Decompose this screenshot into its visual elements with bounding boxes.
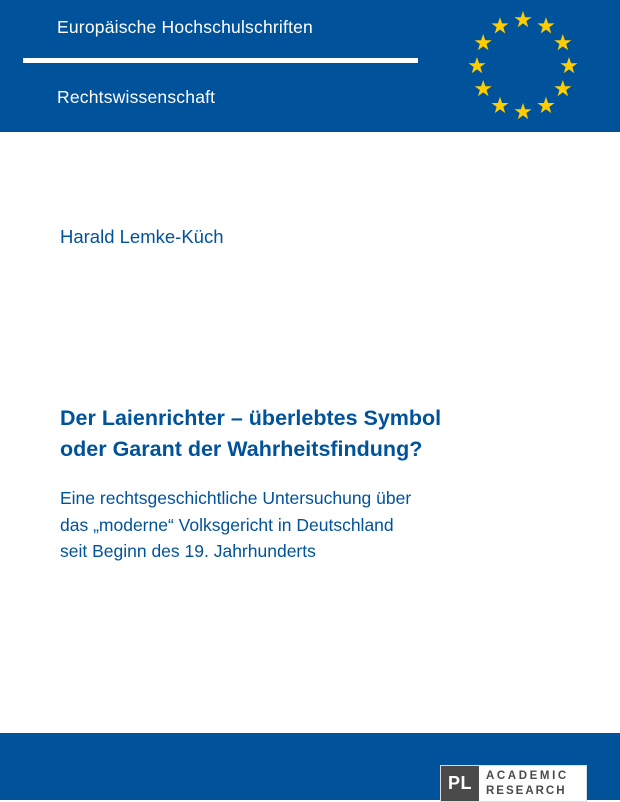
series-title: Europäische Hochschulschriften [57,17,313,37]
publisher-logo-word-research: RESEARCH [486,784,567,797]
publisher-logo-wordmark [479,766,586,801]
publisher-logo-mark: PL [441,766,479,801]
author-name: Harald Lemke-Küch [60,226,224,247]
banner-divider [23,58,418,63]
title-block [60,403,560,565]
book-subtitle [60,485,560,565]
book-subtitle-line-2: das „moderne“ Volksgericht in Deutschland [60,514,394,535]
publisher-logo-word-academic: ACADEMIC [486,769,569,782]
eu-stars-circle-icon [455,6,591,126]
book-title-line-1: Der Laienrichter – überlebtes Symbol [60,406,442,430]
book-title-line-2: oder Garant der Wahrheitsfindung? [60,436,423,461]
book-subtitle-line-1: Eine rechtsgeschichtliche Untersuchung über [60,488,412,509]
book-subtitle-line-3: seit Beginn des 19. Jahrhunderts [60,541,316,562]
publisher-logo [440,765,587,802]
series-banner [0,0,620,132]
series-subtitle: Rechtswissenschaft [57,87,216,107]
book-title [60,403,560,464]
